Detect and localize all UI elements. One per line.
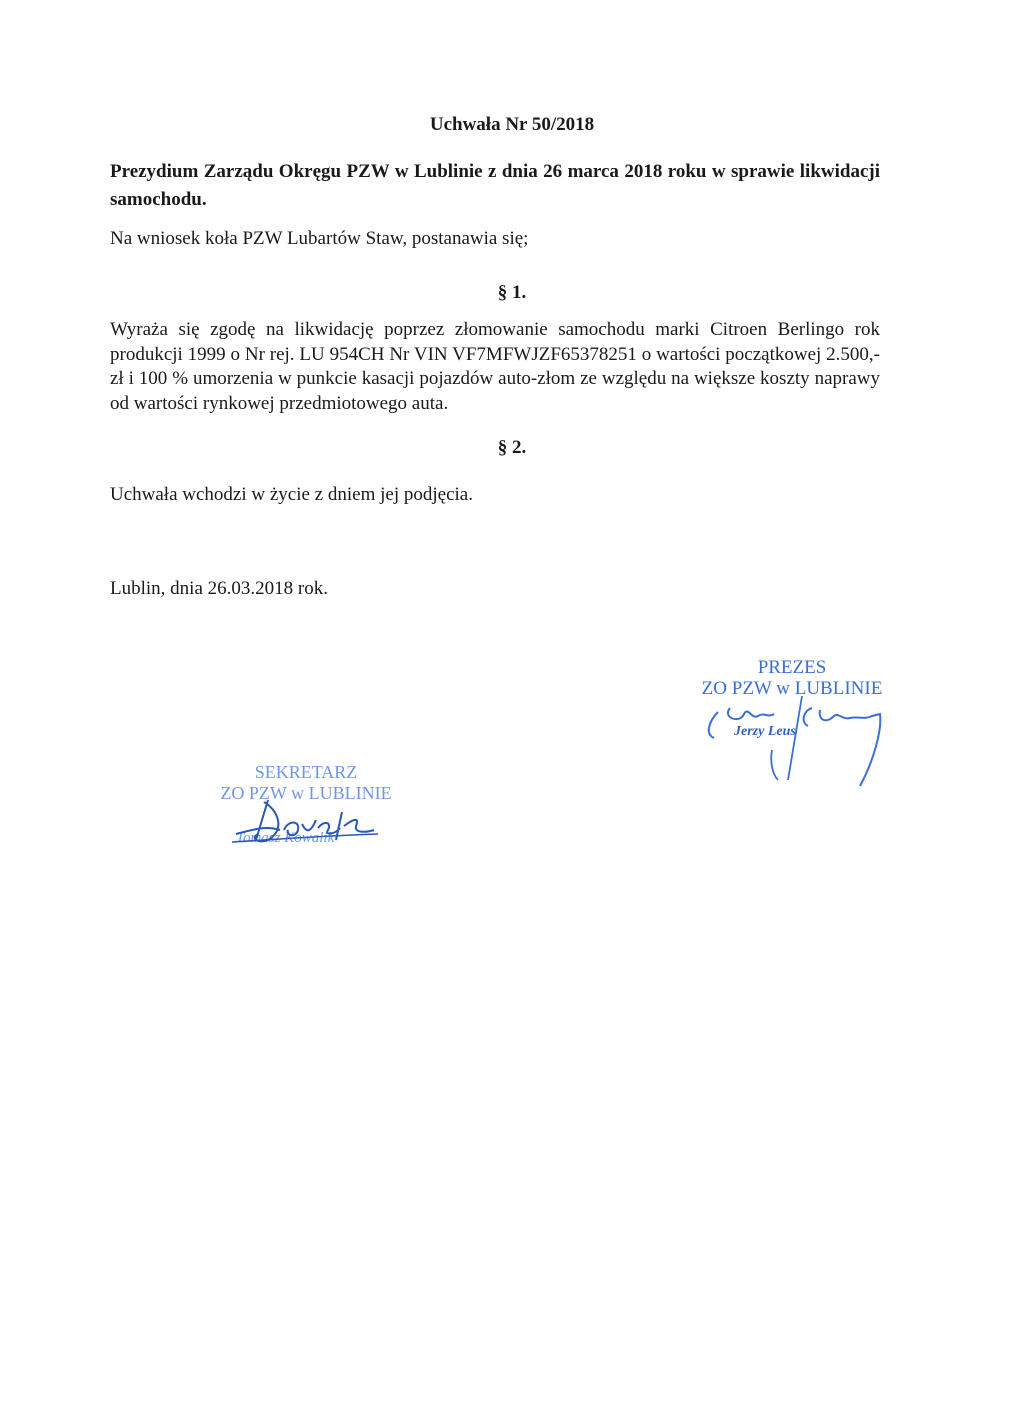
prezes-org: ZO PZW w LUBLINIE — [701, 678, 883, 699]
section-2-heading: § 2. — [497, 437, 527, 458]
section-1-text: Wyraża się zgodę na likwidację poprzez złomowanie samochodu marki Citroen Berlingo rok produkcji 1999 o Nr rej. LU 954CH Nr VIN VF7MFWJZF65378251 o wartości początkowej 2.500,- zł i 100 % umorzenia w punkcie kasacji pojazdów auto-złom ze względu na większe koszty naprawy od wartości rynkowej przedmiotowego auta. — [110, 319, 880, 414]
section-2-text: Uchwała wchodzi w życie z dniem jej podjęcia. — [110, 484, 473, 505]
resolution-title: Uchwała Nr 50/2018 — [429, 114, 595, 135]
resolution-subject: Prezydium Zarządu Okręgu PZW w Lublinie z dnia 26 marca 2018 roku w sprawie likwidacji samochodu. — [110, 161, 880, 210]
sekretarz-name: Tomasz Kowalik — [236, 830, 335, 846]
sekretarz-signature — [228, 790, 398, 860]
prezes-name: Jerzy Leus — [734, 724, 796, 739]
sekretarz-role: SEKRETARZ — [254, 762, 358, 782]
sekretarz-org: ZO PZW w LUBLINIE — [220, 783, 392, 803]
prezes-role: PREZES — [757, 657, 827, 678]
section-1-heading: § 1. — [497, 282, 527, 303]
place-and-date: Lublin, dnia 26.03.2018 rok. — [110, 578, 328, 599]
prezes-signature — [700, 690, 900, 800]
intro-text: Na wniosek koła PZW Lubartów Staw, postanawia się; — [110, 228, 529, 249]
